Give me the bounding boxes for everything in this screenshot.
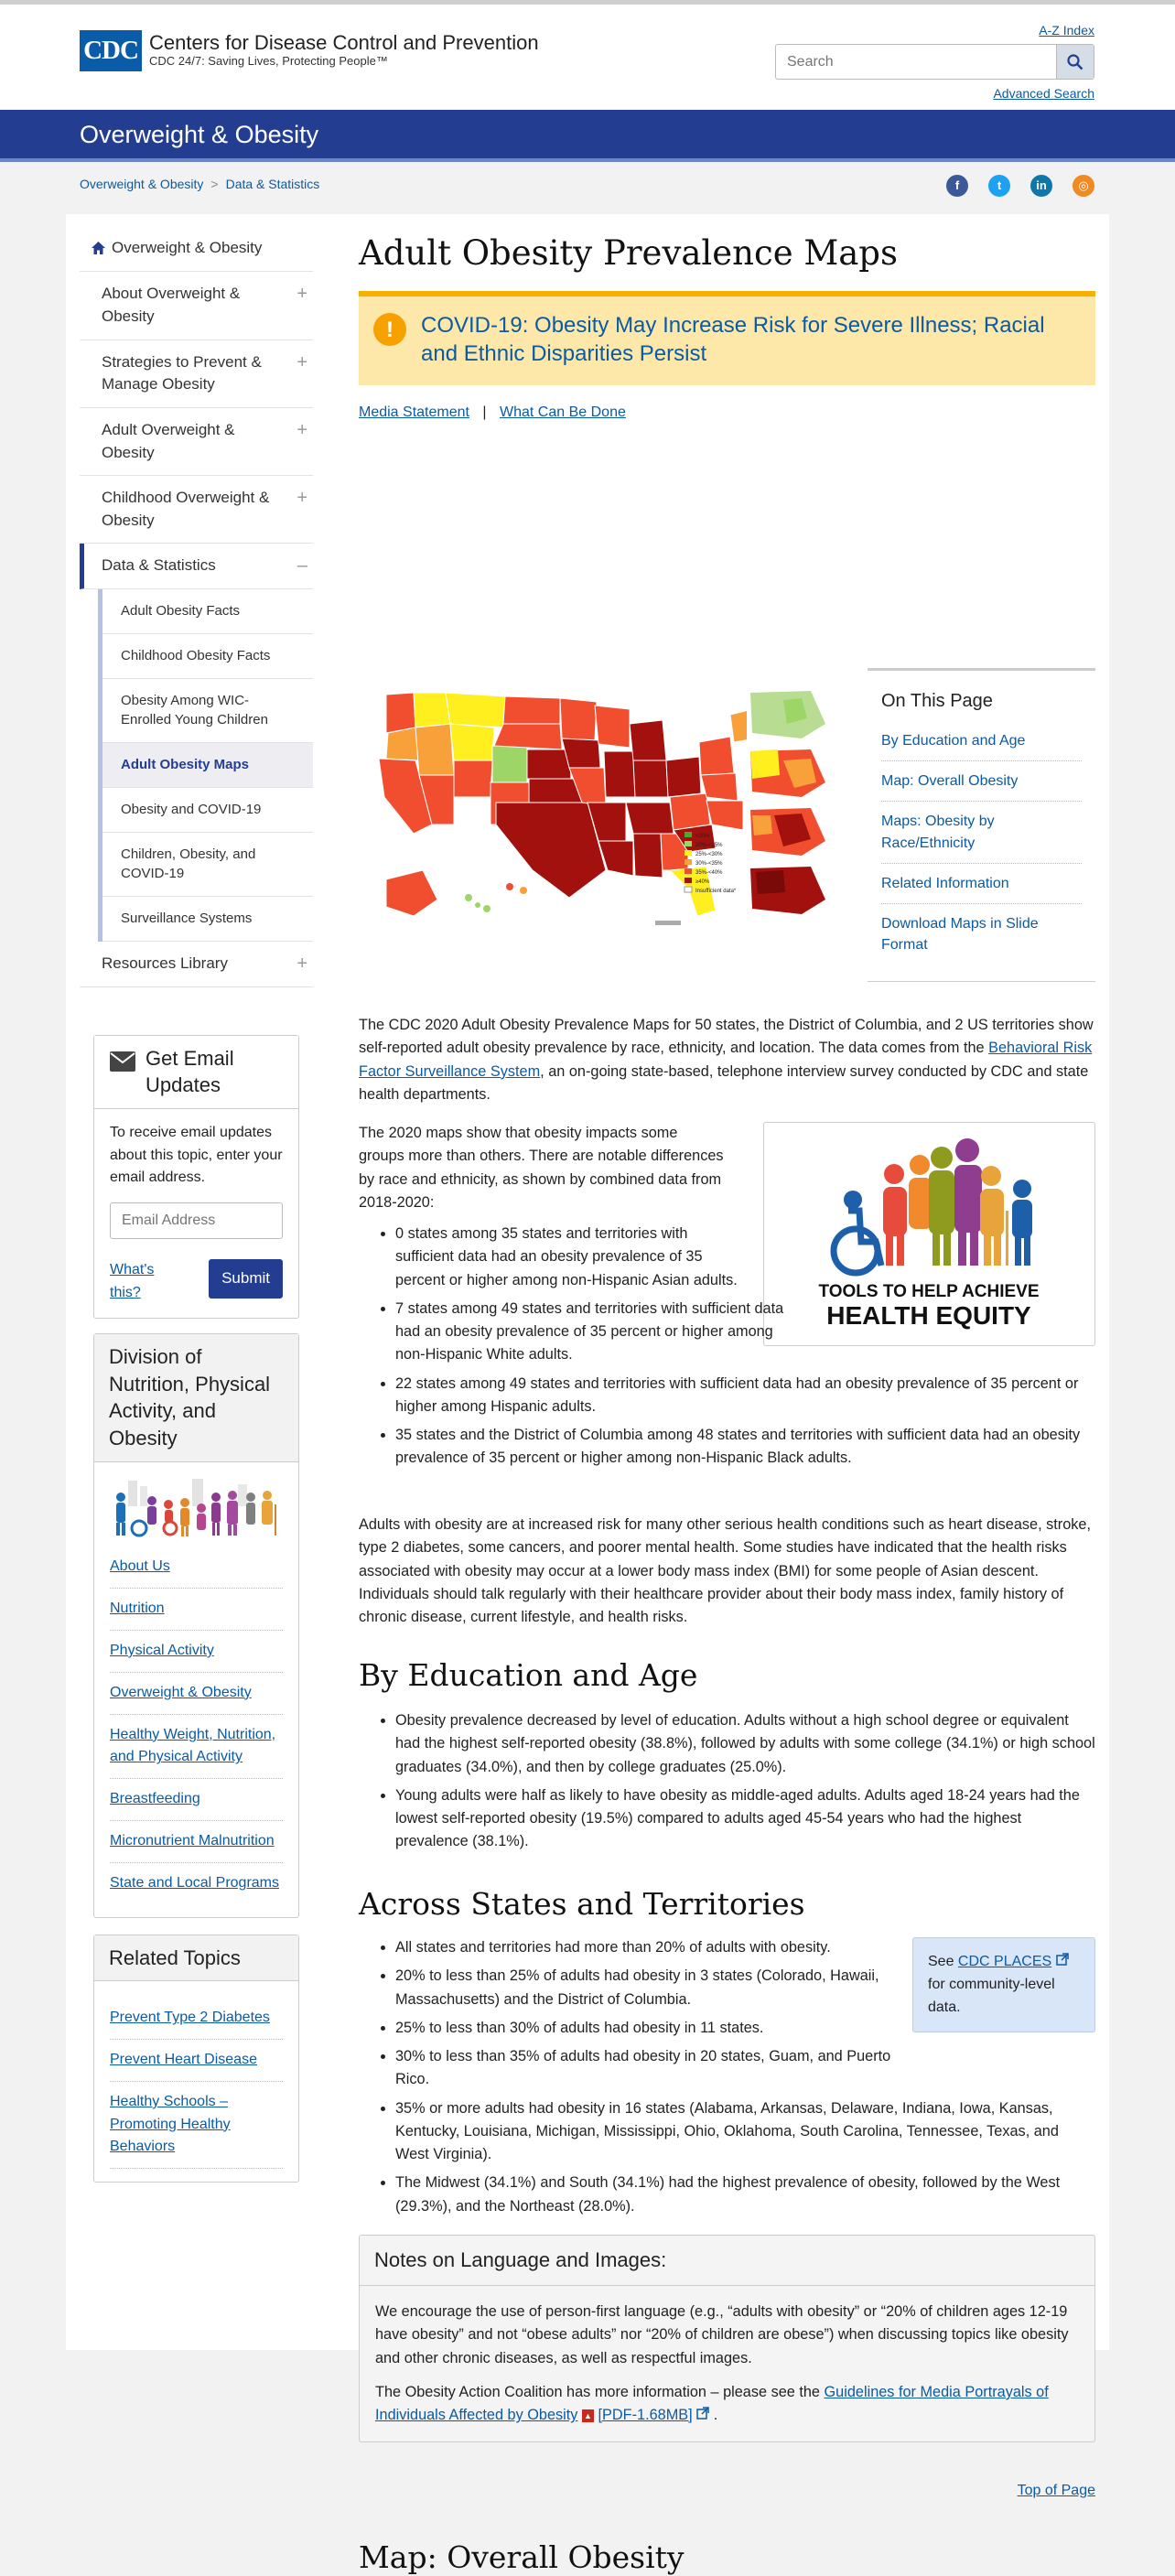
states-bullet: • 25% to less than 30% of adults had obesity in 11 states. — [395, 2017, 903, 2040]
sidebar — [80, 232, 313, 2183]
facebook-icon[interactable]: f — [946, 175, 968, 197]
email-card-body — [94, 1109, 298, 1318]
notes-paragraph-2 — [375, 2381, 1079, 2428]
states-bullet: • 35% or more adults had obesity in 16 states (Alabama, Arkansas, Delaware, Indiana, Iowa, Kansas, Kentucky, Louisiana, Michigan, Mississippi, Ohio, Oklahoma, South Carolina, Tennessee, Texas, and West Virginia). — [395, 2097, 1095, 2167]
on-this-page-link[interactable]: Related Information — [881, 864, 1082, 904]
sidebar-item-label: Childhood Overweight & Obesity — [102, 489, 270, 529]
cdc-places-link[interactable]: CDC PLACES — [957, 1954, 1052, 1969]
division-link[interactable]: State and Local Programs — [110, 1874, 279, 1891]
related-topics-body — [94, 1981, 298, 2182]
expand-icon[interactable]: + — [296, 419, 307, 440]
subnav-item[interactable]: Children, Obesity, and COVID-19 — [102, 833, 313, 898]
division-link[interactable]: Micronutrient Malnutrition — [110, 1821, 283, 1863]
sidebar-item-childhood[interactable] — [80, 476, 313, 544]
pdf-size-link[interactable]: [PDF-1.68MB] — [598, 2407, 693, 2424]
us-obesity-map — [359, 687, 835, 927]
states-territories-heading: Across States and Territories — [359, 1886, 805, 1922]
brfss-link[interactable]: Behavioral Risk Factor Surveillance System — [359, 1040, 1093, 1080]
social-icons — [946, 175, 1094, 197]
notes-text: The Obesity Action Coalition has more information – please see the — [375, 2383, 825, 2400]
related-topic-link[interactable]: Healthy Schools – Promoting Healthy Behaviors — [110, 2082, 283, 2169]
intro-paragraph — [359, 1014, 1095, 1106]
impact-paragraph: The 2020 maps show that obesity impacts some groups more than others. There are notable differences by race and ethnicity, as shown by combined data from 2018-2020: — [359, 1125, 724, 1211]
sidebar-item-label: About Overweight & Obesity — [102, 285, 241, 325]
places-text: See — [928, 1954, 958, 1969]
on-this-page-link[interactable]: Map: Overall Obesity — [881, 761, 1082, 802]
breadcrumb-separator: > — [210, 177, 219, 191]
external-link-icon[interactable] — [696, 2407, 709, 2420]
legend-label: 20%-<25% — [695, 843, 723, 848]
education-bullet: • Young adults were half as likely to have obesity as middle-aged adults. Adults aged 18-24 years had the lowest self-reported obesity (19.5%) compared to adults aged 45-54 years who had the highest prevalence (38.1%). — [395, 1784, 1095, 1854]
link-separator: | — [482, 404, 487, 420]
sidebar-item-strategies[interactable] — [80, 340, 313, 408]
division-link[interactable]: Breastfeeding — [110, 1779, 283, 1821]
sidebar-subnav — [98, 589, 313, 942]
places-text: for community-level data. — [928, 1976, 1055, 2015]
search-input[interactable] — [776, 45, 1056, 79]
email-card-title: Get Email Updates — [146, 1046, 234, 1097]
impact-bullet: • 0 states among 35 states and territories with sufficient data had an obesity prevalence of 35 percent or higher among non-Hispanic Asian adults. — [395, 1223, 748, 1292]
sidebar-item-label: Resources Library — [102, 954, 228, 972]
impact-bullet: • 22 states among 49 states and territories with sufficient data had an obesity prevalence of 35 percent or higher among Hispanic adults. — [395, 1373, 1095, 1419]
sidebar-item-data-statistics[interactable] — [80, 544, 313, 589]
what-can-be-done-link[interactable]: What Can Be Done — [500, 404, 626, 420]
sidebar-home[interactable] — [80, 232, 313, 272]
legend-label: Insufficient data* — [695, 889, 737, 894]
search-box — [775, 44, 1094, 80]
pdf-icon: ▲ — [582, 2409, 594, 2422]
envelope-icon — [109, 1051, 136, 1072]
intro-text: , an on-going state-based, telephone interview survey conducted by CDC and state health departments. — [359, 1062, 1089, 1103]
breadcrumb — [80, 175, 319, 195]
legend-label: ≥40% — [695, 879, 710, 885]
health-equity-line2: HEALTH EQUITY — [826, 1301, 1031, 1330]
notes-text: . — [713, 2407, 718, 2424]
on-this-page-link[interactable]: Download Maps in Slide Format — [881, 915, 1039, 954]
subnav-item[interactable]: Adult Obesity Facts — [102, 589, 313, 634]
overall-obesity-heading: Map: Overall Obesity — [359, 2539, 685, 2575]
obesity-maps-image[interactable] — [359, 687, 835, 927]
related-topics-card — [93, 1935, 299, 2183]
subnav-item[interactable]: Obesity Among WIC-Enrolled Young Children — [102, 679, 313, 744]
sidebar-home-label: Overweight & Obesity — [112, 239, 263, 256]
legend-label: 25%-<30% — [695, 852, 723, 857]
division-link[interactable]: Healthy Weight, Nutrition, and Physical Activity — [110, 1715, 283, 1780]
sidebar-item-resources[interactable] — [80, 942, 313, 987]
breadcrumb-item[interactable]: Data & Statistics — [225, 177, 320, 191]
impact-list — [359, 1223, 1095, 1476]
on-this-page-box — [868, 668, 1095, 982]
on-this-page-link[interactable]: Maps: Obesity by Race/Ethnicity — [881, 802, 1082, 863]
email-updates-card — [93, 1035, 299, 1319]
division-link[interactable]: Nutrition — [110, 1589, 283, 1631]
division-link[interactable]: Physical Activity — [110, 1631, 283, 1673]
on-this-page-title: On This Page — [881, 691, 993, 711]
division-card — [93, 1333, 299, 1918]
home-icon — [91, 241, 106, 255]
banner-title[interactable]: Overweight & Obesity — [80, 121, 319, 148]
site-header — [0, 5, 1175, 110]
on-this-page-link[interactable]: By Education and Age — [881, 721, 1082, 761]
email-field[interactable] — [110, 1202, 283, 1239]
intro-links — [359, 402, 1095, 425]
main-content — [359, 232, 1095, 2575]
org-tagline: CDC 24/7: Saving Lives, Protecting People™ — [149, 54, 388, 69]
legend-label: <20% — [695, 834, 710, 839]
linkedin-icon[interactable]: in — [1030, 175, 1052, 197]
subnav-item[interactable]: Obesity and COVID-19 — [102, 788, 313, 833]
risk-paragraph: Adults with obesity are at increased risk for many other serious health conditions such as heart disease, stroke, type 2 diabetes, some cancers, and poorer mental health. Some studies have indicated that the health risks associated with obesity may occur at a lower body mass index (BMI) for some people of Asian descent. Individuals should talk regularly with their healthcare provider about their body mass index, family history of chronic disease, current lifestyle, and health risks. — [359, 1516, 1091, 1625]
division-card-body — [94, 1462, 298, 1917]
impact-bullet: • 35 states and the District of Columbia among 48 states and territories with sufficient data had an obesity prevalence of 35 percent or higher among non-Hispanic Black adults. — [395, 1424, 1095, 1471]
sidebar-item-label: Strategies to Prevent & Manage Obesity — [102, 352, 262, 393]
legend-label: 30%-<35% — [695, 861, 723, 867]
related-topic-link[interactable]: Prevent Heart Disease — [110, 2040, 283, 2082]
related-topics-title: Related Topics — [94, 1935, 298, 1982]
states-bullet: • All states and territories had more than 20% of adults with obesity. — [395, 1936, 903, 1959]
alert-icon: ! — [373, 313, 406, 346]
email-card-text: To receive email updates about this topic, enter your email address. — [110, 1124, 283, 1186]
syndicate-icon[interactable]: ◎ — [1073, 175, 1094, 197]
media-statement-link[interactable]: Media Statement — [359, 404, 469, 420]
education-bullet: • Obesity prevalence decreased by level of education. Adults without a high school degree or equivalent had the highest self-reported obesity (38.8%), followed by adults with some college (34.1%) or high school graduates (34.0%), and then by college graduates (25.0%). — [395, 1709, 1095, 1779]
states-bullet: • 30% to less than 35% of adults had obesity in 20 states, Guam, and Puerto Rico. — [395, 2045, 903, 2092]
subnav-item[interactable]: Surveillance Systems — [102, 897, 313, 942]
sidebar-item-label: Data & Statistics — [102, 556, 216, 575]
sidebar-item-adult[interactable] — [80, 408, 313, 476]
related-topic-link[interactable]: Prevent Type 2 Diabetes — [110, 1998, 283, 2040]
states-bullet: • The Midwest (34.1%) and South (34.1%) had the highest prevalence of obesity, followed by the West (29.3%), and the Northeast (28.0%). — [395, 2172, 1095, 2218]
expand-icon[interactable]: + — [296, 284, 307, 305]
alert-text[interactable]: COVID-19: Obesity May Increase Risk for Severe Illness; Racial and Ethnic Disparities Persist — [421, 313, 1045, 367]
division-link[interactable]: Overweight & Obesity — [110, 1673, 283, 1715]
media-guidelines-link[interactable]: Guidelines for Media Portrayals of Individuals Affected by Obesity — [375, 2383, 1049, 2424]
search-button[interactable] — [1056, 45, 1094, 79]
az-index-link[interactable]: A-Z Index — [1039, 23, 1094, 38]
org-title: Centers for Disease Control and Prevention — [149, 30, 539, 54]
notes-box — [359, 2235, 1095, 2442]
legend-label: 35%-<40% — [695, 870, 723, 876]
states-bullet: • 20% to less than 25% of adults had obesity in 3 states (Colorado, Hawaii, Massachusetts) and the District of Columbia. — [395, 1965, 903, 2011]
notes-body — [360, 2286, 1094, 2441]
email-card-header — [94, 1036, 298, 1109]
submit-button[interactable]: Submit — [209, 1259, 283, 1298]
expand-icon[interactable]: + — [296, 351, 307, 372]
division-link[interactable]: About Us — [110, 1547, 283, 1589]
division-illustration — [110, 1477, 279, 1539]
education-age-list — [359, 1709, 1095, 1859]
states-list — [359, 1936, 1095, 2224]
sidebar-item-about[interactable] — [80, 272, 313, 340]
search-icon — [1067, 54, 1083, 70]
page-container — [66, 214, 1109, 2575]
subnav-item-current[interactable]: Adult Obesity Maps — [102, 743, 313, 788]
cdc-logo-mark: CDC — [80, 30, 142, 71]
page-title: Adult Obesity Prevalence Maps — [359, 233, 898, 273]
intro-text: The CDC 2020 Adult Obesity Prevalence Maps for 50 states, the District of Columbia, and 2 US territories show self-reported adult obesity prevalence by race, ethnicity, and location. The data comes from the — [359, 1017, 1094, 1057]
education-age-heading: By Education and Age — [359, 1657, 698, 1693]
sidebar-item-label: Adult Overweight & Obesity — [102, 420, 235, 461]
subnav-item[interactable]: Childhood Obesity Facts — [102, 634, 313, 679]
cdc-logo[interactable] — [80, 30, 539, 71]
breadcrumb-item[interactable]: Overweight & Obesity — [80, 177, 204, 191]
division-card-title: Division of Nutrition, Physical Activity, and Obesity — [94, 1334, 298, 1462]
whats-this-link[interactable]: What's this? — [110, 1262, 155, 1301]
impact-bullet: • 7 states among 49 states and territories with sufficient data had an obesity prevalence of 35 percent or higher among non-Hispanic White adults. — [395, 1298, 784, 1367]
top-of-page-link[interactable]: Top of Page — [1017, 2483, 1095, 2498]
twitter-icon[interactable]: t — [988, 175, 1010, 197]
covid-alert[interactable] — [359, 291, 1095, 384]
expand-icon[interactable]: + — [296, 953, 307, 974]
health-equity-line1: TOOLS TO HELP ACHIEVE — [818, 1282, 1040, 1301]
breadcrumb-bar — [0, 162, 1175, 214]
collapse-icon[interactable]: – — [296, 555, 307, 577]
site-banner — [0, 110, 1175, 162]
expand-icon[interactable]: + — [296, 488, 307, 509]
notes-title: Notes on Language and Images: — [360, 2236, 1094, 2286]
advanced-search-link[interactable]: Advanced Search — [993, 86, 1094, 101]
notes-paragraph: We encourage the use of person-first language (e.g., “adults with obesity” or “20% of children ages 12-19 have obesity” and not “obese adults” nor “20% of children are obese”) when discussing topics like obesity and other chronic diseases, as well as respectful images. — [375, 2303, 1069, 2366]
